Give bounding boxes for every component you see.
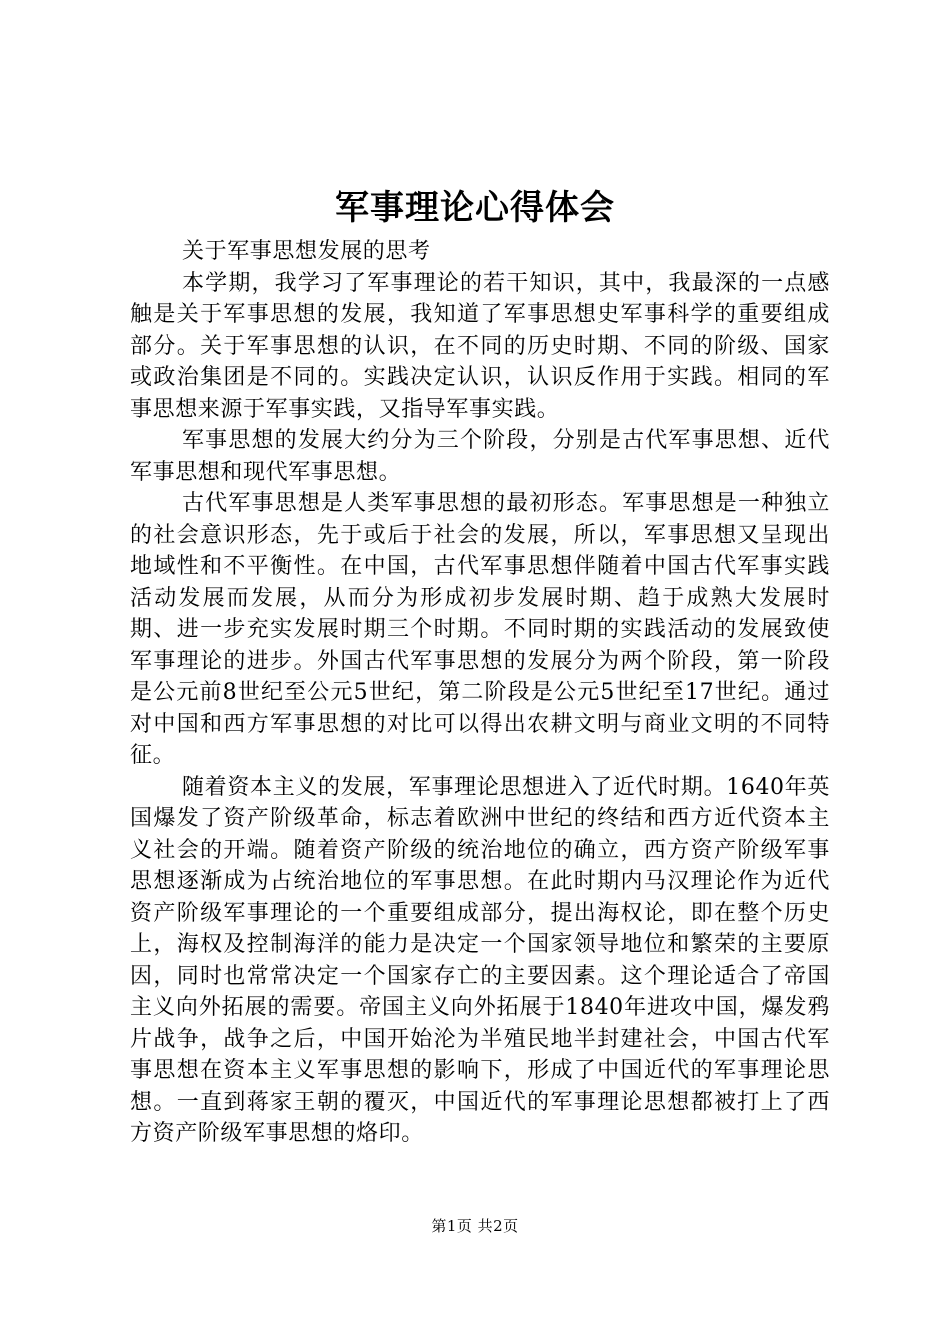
paragraph-4: 随着资本主义的发展，军事理论思想进入了近代时期。1640年英国爆发了资产阶级革命，标志着欧洲中世纪的终结和西方近代资本主义社会的开端。随着资产阶级的统治地位的确立，西方资产阶级军事思想逐渐成为占统治地位的军事思想。在此时期内马汉理论作为近代资产阶级军事理论的一个重要组成部分，提出海权论，即在整个历史上，海权及控制海洋的能力是决定一个国家领导地位和繁荣的主要原因，同时也常常决定一个国家存亡的主要因素。这个理论适合了帝国主义向外拓展的需要。帝国主义向外拓展于1840年进攻中国，爆发鸦片战争，战争之后，中国开始沦为半殖民地半封建社会，中国古代军事思想在资本主义军事思想的影响下，形成了中国近代的军事理论思想。一直到蒋家王朝的覆灭，中国近代的军事理论思想都被打上了西方资产阶级军事思想的烙印。 — [130, 774, 830, 1146]
page-number-footer: 第1页 共2页 — [431, 1217, 519, 1235]
paragraph-3: 古代军事思想是人类军事思想的最初形态。军事思想是一种独立的社会意识形态，先于或后于社会的发展，所以，军事思想又呈现出地域性和不平衡性。在中国，古代军事思想伴随着中国古代军事实践活动发展而发展，从而分为形成初步发展时期、趋于成熟大发展时期、进一步充实发展时期三个时期。不同时期的实践活动的发展致使军事理论的进步。外国古代军事思想的发展分为两个阶段，第一阶段是公元前8世纪至公元5世纪，第二阶段是公元5世纪至17世纪。通过对中国和西方军事思想的对比可以得出农耕文明与商业文明的不同特征。 — [130, 491, 830, 768]
document-subtitle: 关于军事思想发展的思考 — [182, 239, 431, 264]
document-title: 军事理论心得体会 — [335, 188, 615, 228]
paragraph-2: 军事思想的发展大约分为三个阶段，分别是古代军事思想、近代军事思想和现代军事思想。 — [130, 428, 830, 485]
document-body — [130, 236, 830, 1150]
paragraph-1: 本学期，我学习了军事理论的若干知识，其中，我最深的一点感触是关于军事思想的发展，我知道了军事思想史军事科学的重要组成部分。关于军事思想的认识，在不同的历史时期、不同的阶级、国家或政治集团是不同的。实践决定认识，认识反作用于实践。相同的军事思想来源于军事实践，又指导军事实践。 — [130, 270, 830, 422]
